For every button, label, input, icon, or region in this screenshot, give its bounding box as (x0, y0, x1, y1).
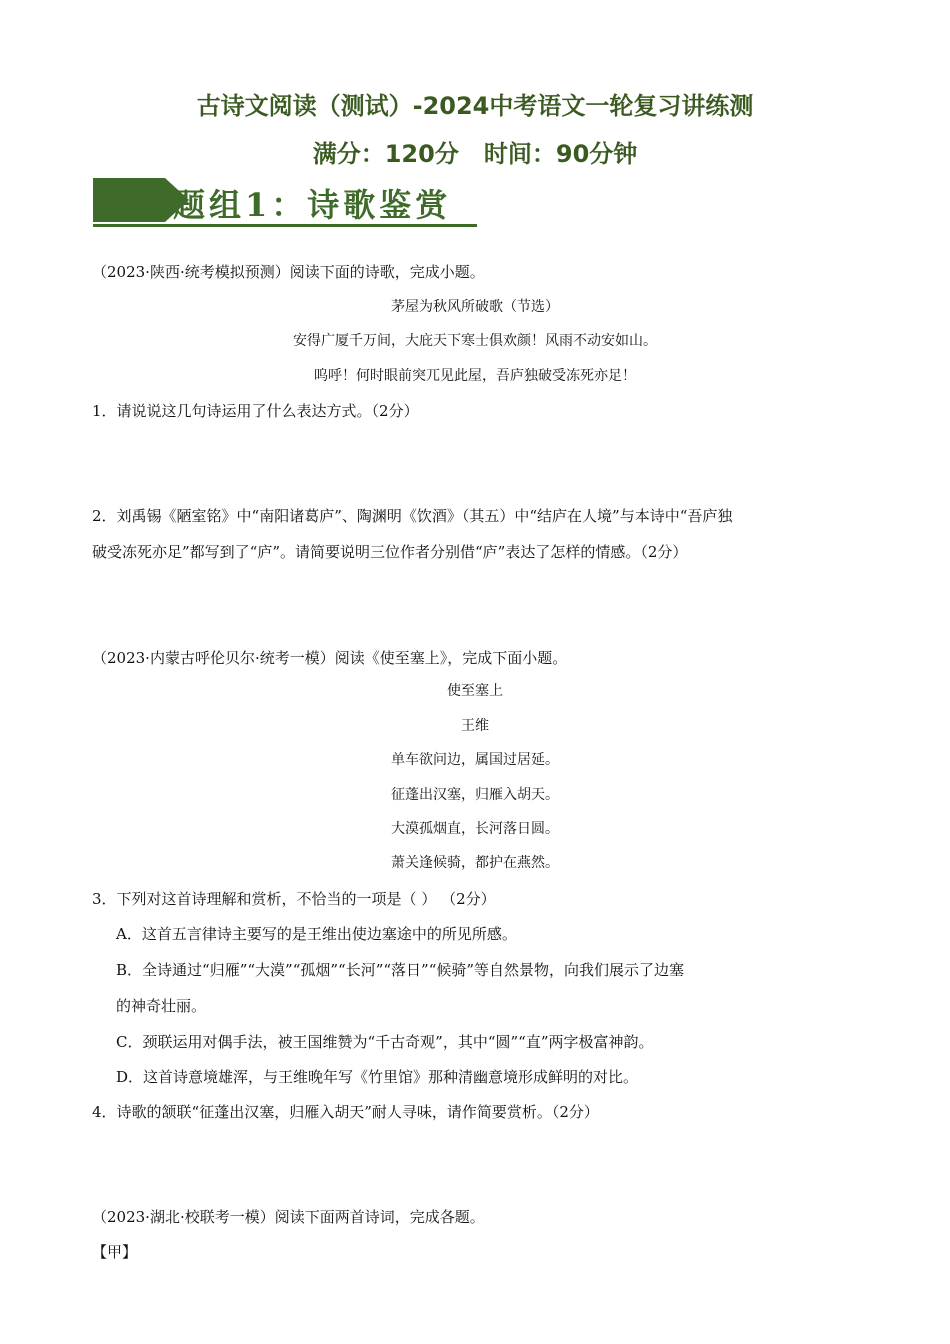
banner-label: 题组1：诗歌鉴赏 (173, 186, 452, 224)
option-b-line2: 的神奇壮丽。 (116, 997, 207, 1015)
question-3: 3．下列对这首诗理解和赏析，不恰当的一项是（ ） （2分） (92, 890, 496, 908)
section1-intro: （2023·陕西·统考模拟预测）阅读下面的诗歌，完成小题。 (92, 263, 485, 281)
section-banner (93, 178, 477, 230)
option-b-line1: B．全诗通过“归雁”“大漠”“孤烟”“长河”“落日”“候骑”等自然景物，向我们展示了边塞 (116, 961, 685, 979)
option-a: A．这首五言律诗主要写的是王维出使边塞途中的所见所感。 (116, 925, 517, 943)
section2-poem-line: 萧关逢候骑，都护在燕然。 (391, 855, 559, 871)
section2-intro: （2023·内蒙古呼伦贝尔·统考一模）阅读《使至塞上》，完成下面小题。 (92, 649, 568, 667)
section2-poem-title: 使至塞上 (447, 683, 503, 699)
section2-poem-line: 单车欲问边，属国过居延。 (391, 752, 559, 768)
option-c: C．颈联运用对偶手法，被王国维赞为“千古奇观”，其中“圆”“直”两字极富神韵。 (116, 1033, 654, 1051)
document-title: 古诗文阅读（测试）-2024中考语文一轮复习讲练测 (196, 92, 754, 120)
section2-poem-author: 王维 (461, 718, 489, 734)
question-2-line2: 破受冻死亦足”都写到了“庐”。请简要说明三位作者分别借“庐”表达了怎样的情感。（2分） (92, 543, 688, 561)
question-4: 4．诗歌的颔联“征蓬出汉塞，归雁入胡天”耐人寻味，请作简要赏析。（2分） (92, 1103, 599, 1121)
question-1: 1．请说说这几句诗运用了什么表达方式。（2分） (92, 402, 419, 420)
section1-poem-title: 茅屋为秋风所破歌（节选） (391, 299, 559, 315)
document-subtitle: 满分：120分 时间：90分钟 (312, 140, 638, 168)
section2-poem-line: 大漠孤烟直，长河落日圆。 (391, 821, 559, 837)
question-2-line1: 2．刘禹锡《陋室铭》中“南阳诸葛庐”、陶渊明《饮酒》（其五）中“结庐在人境”与本诗中“吾庐独 (92, 507, 733, 525)
banner-bar (93, 178, 165, 222)
section1-poem-line: 呜呼！何时眼前突兀见此屋，吾庐独破受冻死亦足！ (314, 368, 636, 384)
section3-label-jia: 【甲】 (92, 1243, 138, 1261)
section1-poem-line: 安得广厦千万间，大庇天下寒士俱欢颜！风雨不动安如山。 (293, 333, 657, 349)
section2-poem-line: 征蓬出汉塞，归雁入胡天。 (391, 787, 559, 803)
section3-intro: （2023·湖北·校联考一模）阅读下面两首诗词，完成各题。 (92, 1208, 485, 1226)
option-d: D．这首诗意境雄浑，与王维晚年写《竹里馆》那种清幽意境形成鲜明的对比。 (116, 1068, 639, 1086)
